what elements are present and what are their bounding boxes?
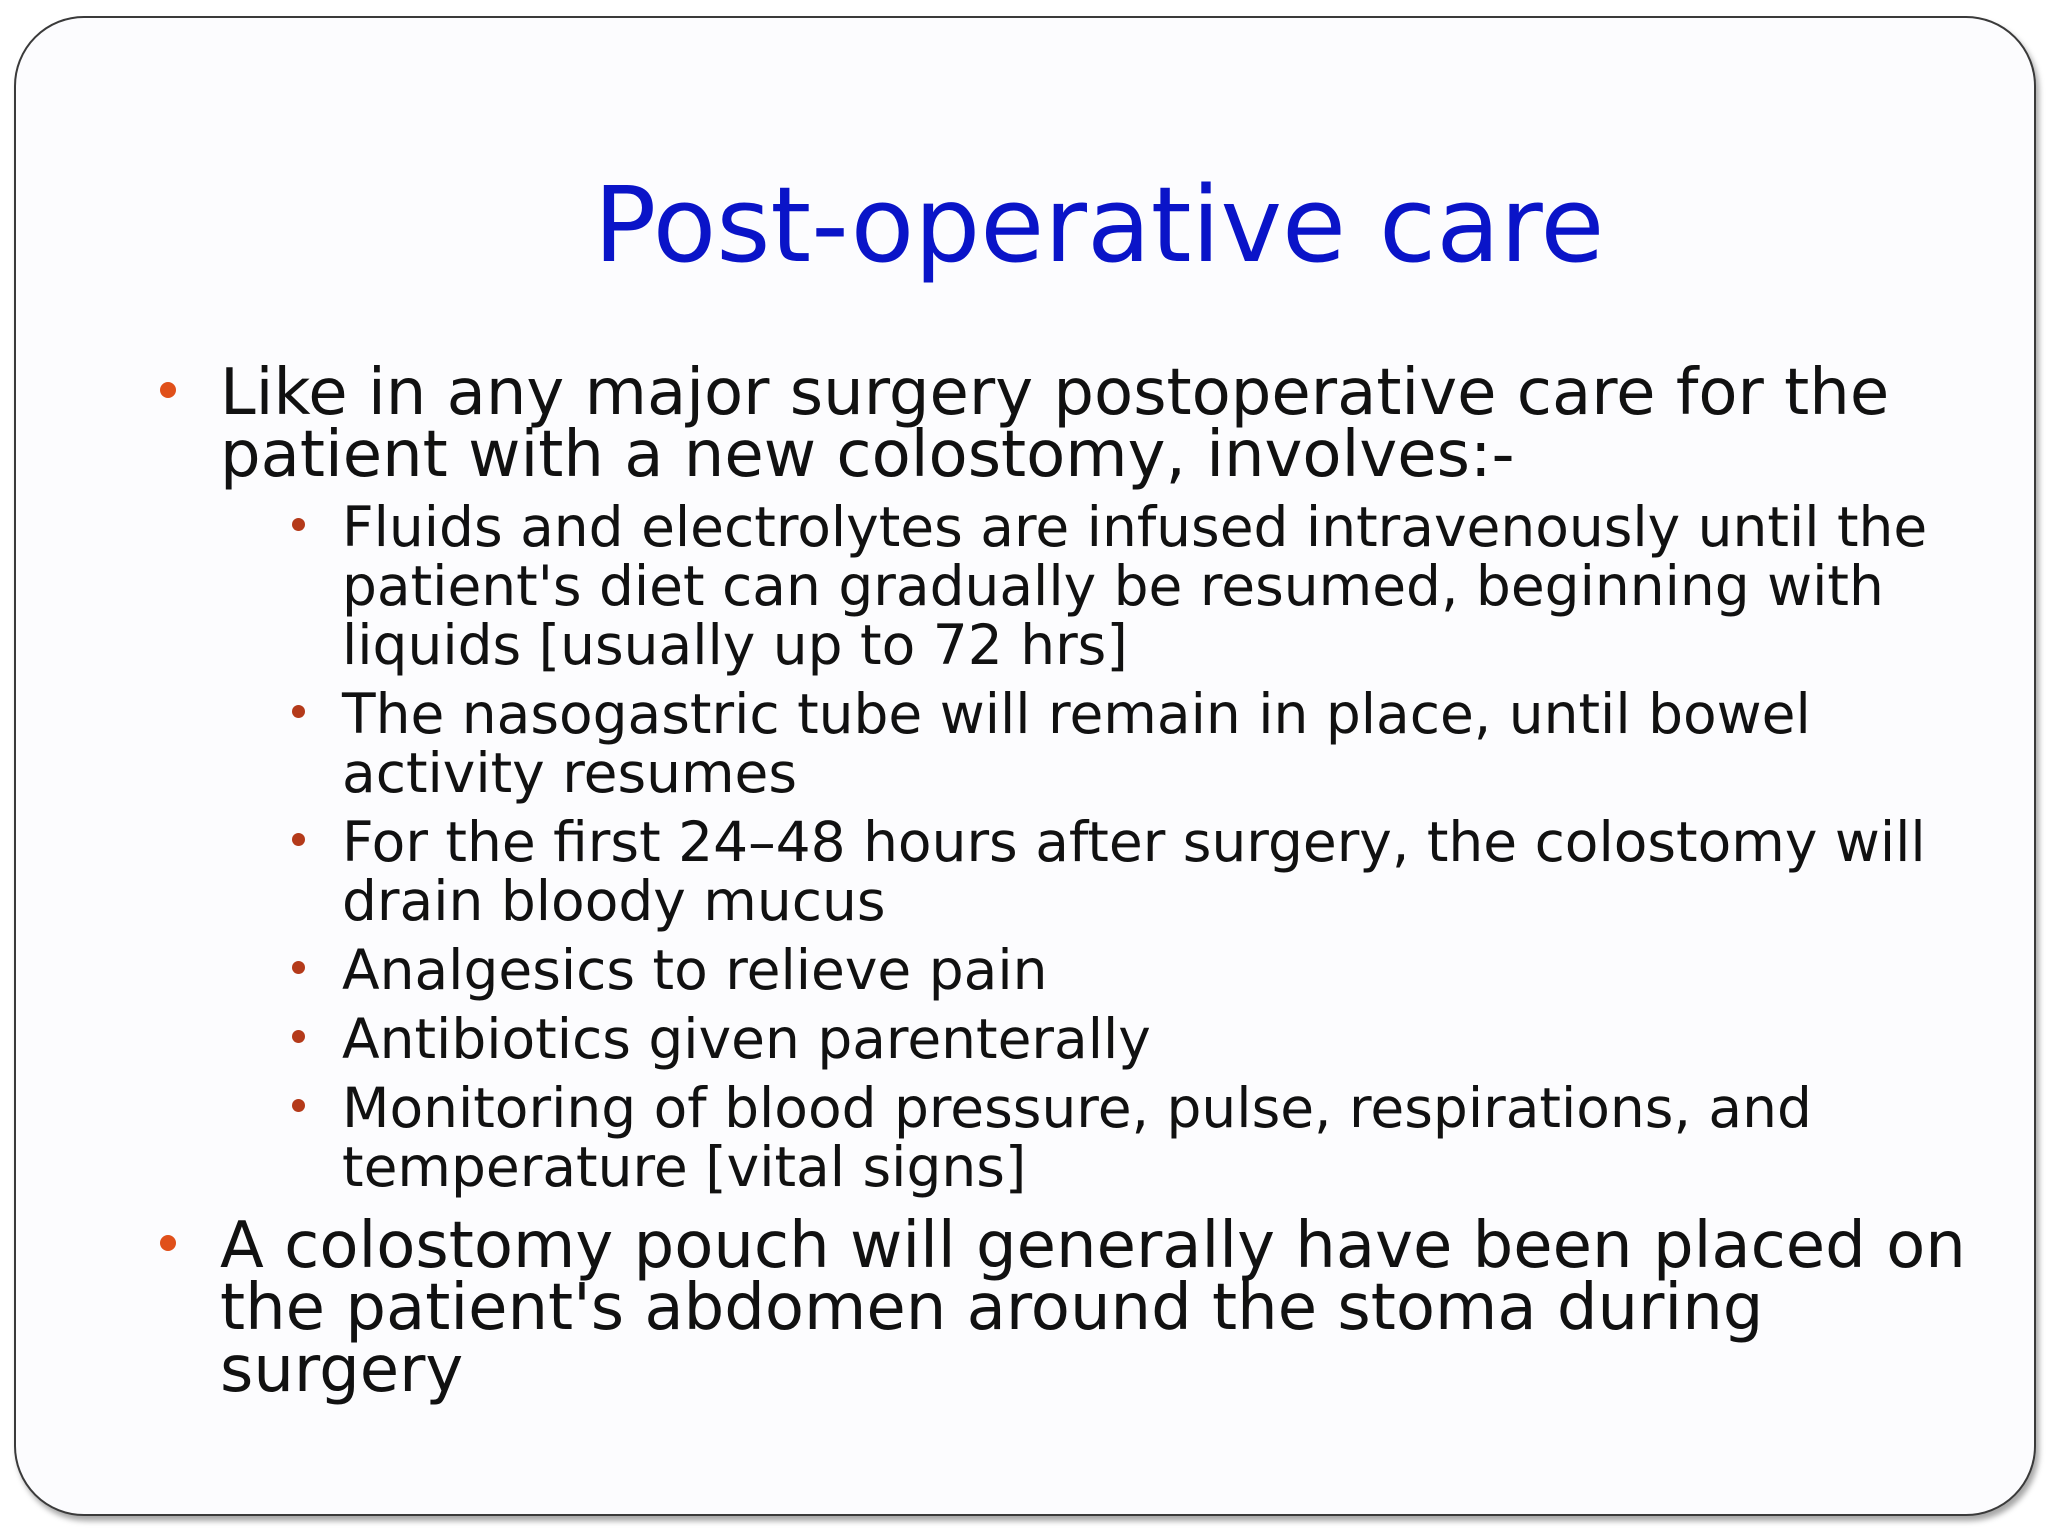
bullet-item	[150, 356, 2000, 1199]
bullet-dot-icon	[160, 382, 176, 398]
sub-bullet-text: Antibiotics given parenterally	[342, 1007, 1151, 1071]
bullet-dot-icon	[292, 705, 305, 718]
sub-bullet-text: Analgesics to relieve pain	[342, 938, 1048, 1002]
sub-bullet-item	[280, 682, 2000, 805]
bullet-dot-icon	[160, 1235, 176, 1251]
sub-bullet-item	[280, 810, 2000, 933]
bullet-text: Like in any major surgery postoperative care for the patient with a new colostomy, involves:-	[220, 356, 1890, 492]
bullet-item	[150, 1209, 2000, 1407]
bullet-dot-icon	[292, 961, 305, 974]
slide-content	[150, 356, 2000, 1407]
bullet-dot-icon	[292, 1030, 305, 1043]
sub-bullet-text: Fluids and electrolytes are infused intravenously until the patient's diet can gradually be resumed, beginning with liquids [usually up to 72 hrs]	[342, 495, 1928, 677]
sub-bullet-item	[280, 1007, 2000, 1071]
sub-bullet-item	[280, 495, 2000, 677]
bullet-dot-icon	[292, 833, 305, 846]
sub-bullet-text: For the first 24–48 hours after surgery, the colostomy will drain bloody mucus	[342, 810, 1926, 933]
sub-bullet-text: The nasogastric tube will remain in place, until bowel activity resumes	[342, 682, 1811, 805]
sub-bullet-item	[280, 938, 2000, 1002]
slide-title: Post-operative care	[593, 164, 1605, 286]
bullet-dot-icon	[292, 1099, 305, 1112]
sub-bullet-list	[220, 495, 2000, 1199]
bullet-dot-icon	[292, 518, 305, 531]
sub-bullet-text: Monitoring of blood pressure, pulse, respirations, and temperature [vital signs]	[342, 1076, 1812, 1199]
bullet-text: A colostomy pouch will generally have been placed on the patient's abdomen around the stoma during surgery	[220, 1209, 1966, 1407]
sub-bullet-item	[280, 1076, 2000, 1199]
